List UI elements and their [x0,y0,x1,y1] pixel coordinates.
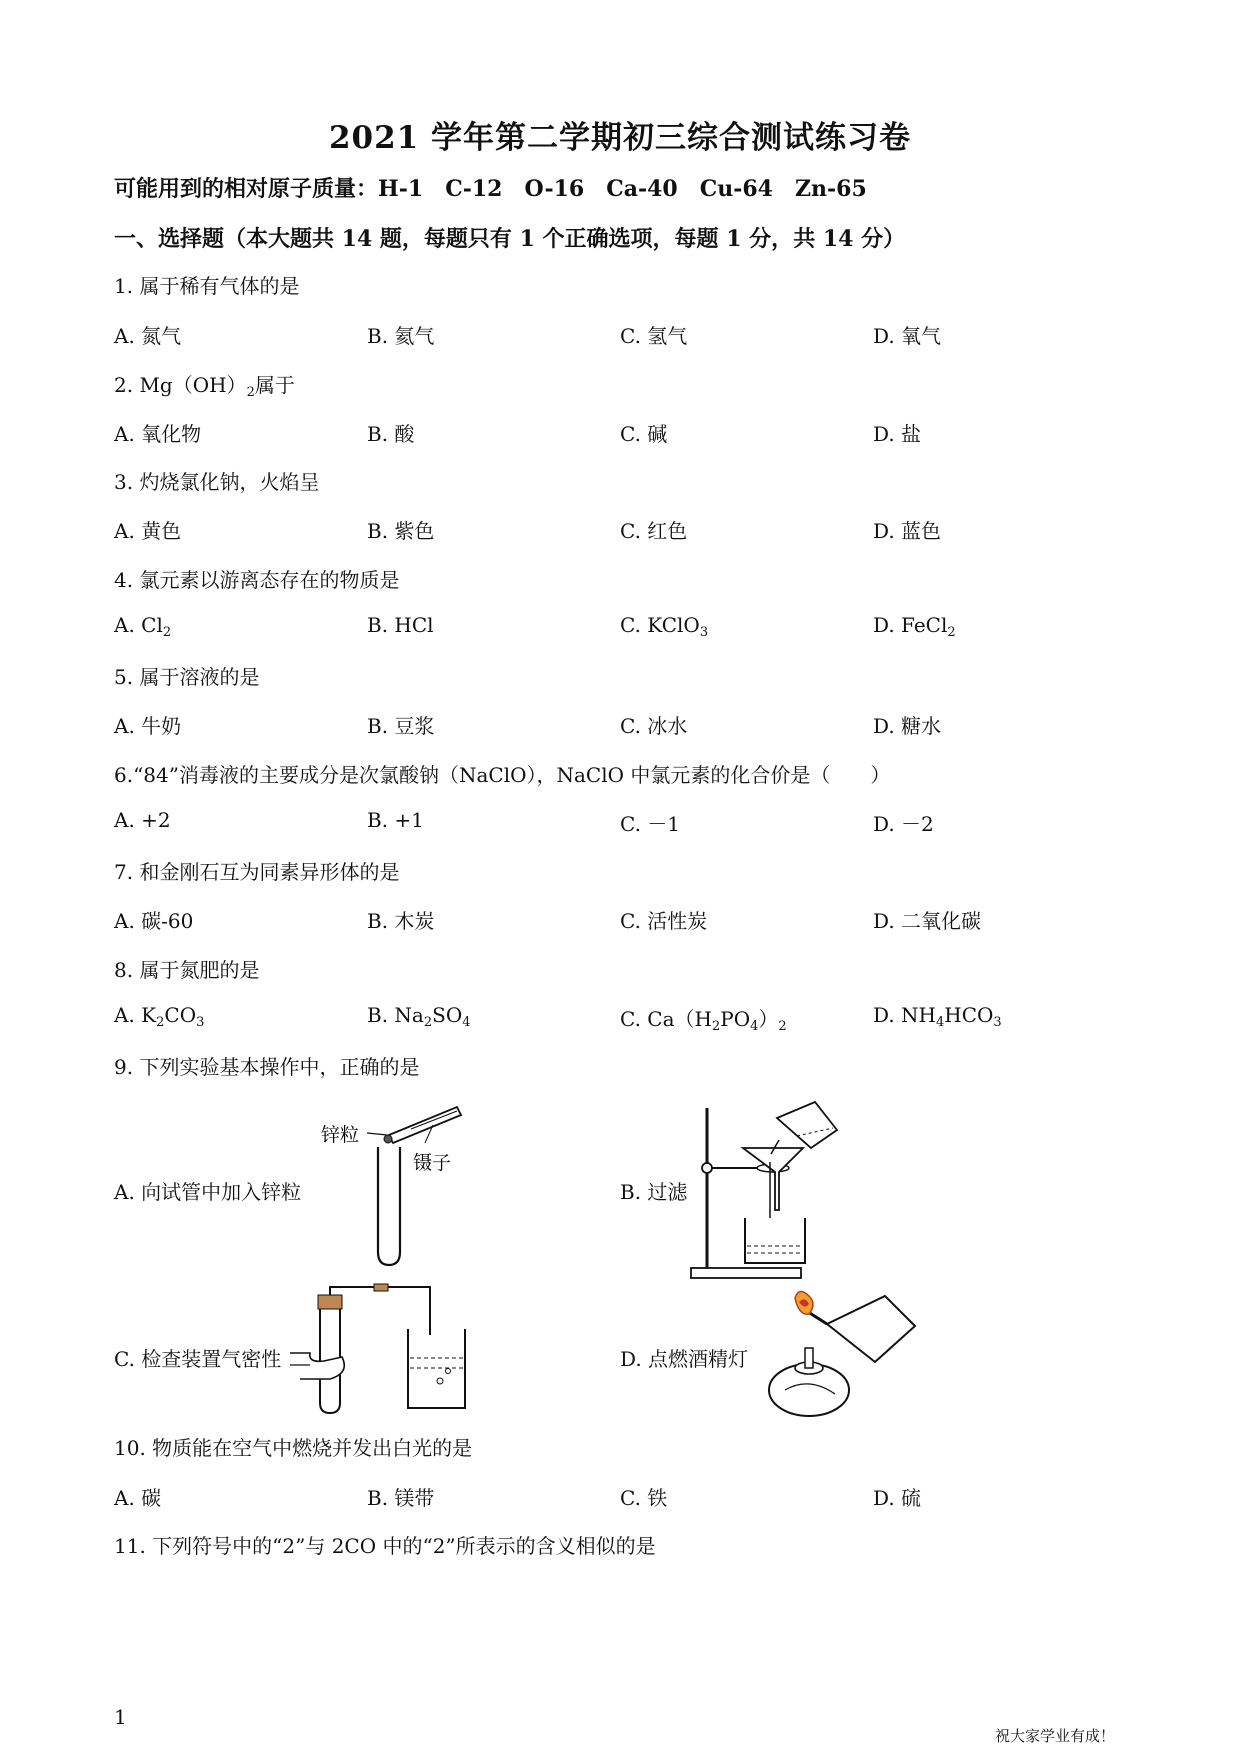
page-title: 2021 学年第二学期初三综合测试练习卷 [328,120,912,156]
q4-option-a: A. $Cl_2$ [114,613,172,640]
question-5: 5. 属于溶液的是 [114,665,260,689]
question-2: 2. $Mg(OH)_2$属于 [114,373,295,400]
q5-option-d: D. 糖水 [873,714,942,738]
question-9: 9. 下列实验基本操作中，正确的是 [114,1055,420,1079]
figure-filtration [685,1098,855,1283]
q7-option-c: C. 活性炭 [620,909,708,933]
q6-option-b: B. +1 [367,808,424,832]
q1-option-c: C. 氢气 [620,324,688,348]
q10-option-a: A. 碳 [114,1486,162,1510]
q2-option-b: B. 酸 [367,422,415,446]
question-6: 6.“84”消毒液的主要成分是次氯酸钠（NaClO），NaClO 中氯元素的化合价是（ ） [114,763,891,787]
question-4: 4. 氯元素以游离态存在的物质是 [114,568,400,592]
q1-option-b: B. 氦气 [367,324,435,348]
q3-option-b: B. 紫色 [367,519,435,543]
question-1: 1. 属于稀有气体的是 [114,274,300,298]
question-3: 3. 灼烧氯化钠，火焰呈 [114,470,320,494]
figure-zinc-test-tube [315,1105,495,1270]
q5-option-c: C. 冰水 [620,714,688,738]
q7-option-d: D. 二氧化碳 [873,909,982,933]
q4-option-b: B. HCl [367,613,434,637]
question-7: 7. 和金刚石互为同素异形体的是 [114,860,400,884]
q9-option-b: B. 过滤 [620,1180,688,1204]
q4-option-d: D. FeCl$_2$ [873,613,956,640]
q10-option-d: D. 硫 [873,1486,922,1510]
q8-option-d: D. $NH_4HCO_3$ [873,1003,1002,1030]
figure-alcohol-lamp [765,1290,925,1420]
q9-option-d: D. 点燃酒精灯 [620,1347,749,1371]
label-zinc: 锌粒 [321,1124,360,1146]
q2-option-c: C. 碱 [620,422,668,446]
question-8: 8. 属于氮肥的是 [114,958,260,982]
q8-option-b: B. $Na_2SO_4$ [367,1003,471,1030]
q6-option-d: D. －2 [873,812,934,836]
q4-option-c: C. KClO$_3$ [620,613,709,640]
q10-option-b: B. 镁带 [367,1486,435,1510]
q5-option-a: A. 牛奶 [114,714,182,738]
label-tweezers: 镊子 [413,1152,452,1174]
question-10: 10. 物质能在空气中燃烧并发出白光的是 [114,1436,473,1460]
atomic-masses: 可能用到的相对原子质量：H-1 C-12 O-16 Ca-40 Cu-64 Zn-65 [114,176,867,202]
q3-option-a: A. 黄色 [114,519,182,543]
q1-option-a: A. 氮气 [114,324,182,348]
figure-airtightness-check [290,1283,475,1418]
q2-option-d: D. 盐 [873,422,922,446]
q7-option-a: A. 碳-60 [114,909,194,933]
q2-option-a: A. 氧化物 [114,422,202,446]
q6-option-c: C. －1 [620,812,681,836]
page-number: 1 [114,1705,127,1729]
q7-option-b: B. 木炭 [367,909,435,933]
section-heading: 一、选择题（本大题共 14 题，每题只有 1 个正确选项，每题 1 分，共 14 分） [114,226,906,252]
q3-option-d: D. 蓝色 [873,519,942,543]
q6-option-a: A. +2 [114,808,171,832]
q8-option-a: A. $K_2CO_3$ [114,1003,205,1030]
q5-option-b: B. 豆浆 [367,714,435,738]
footer-note: 祝大家学业有成！ [995,1727,1116,1745]
q10-option-c: C. 铁 [620,1486,668,1510]
q8-option-c: C. $Ca(H_2PO_4)_2$ [620,1007,787,1034]
q9-option-a: A. 向试管中加入锌粒 [114,1180,302,1204]
q9-option-c: C. 检查装置气密性 [114,1347,282,1371]
question-11: 11. 下列符号中的“2”与 2CO 中的“2”所表示的含义相似的是 [114,1534,656,1558]
q1-option-d: D. 氧气 [873,324,942,348]
q3-option-c: C. 红色 [620,519,688,543]
